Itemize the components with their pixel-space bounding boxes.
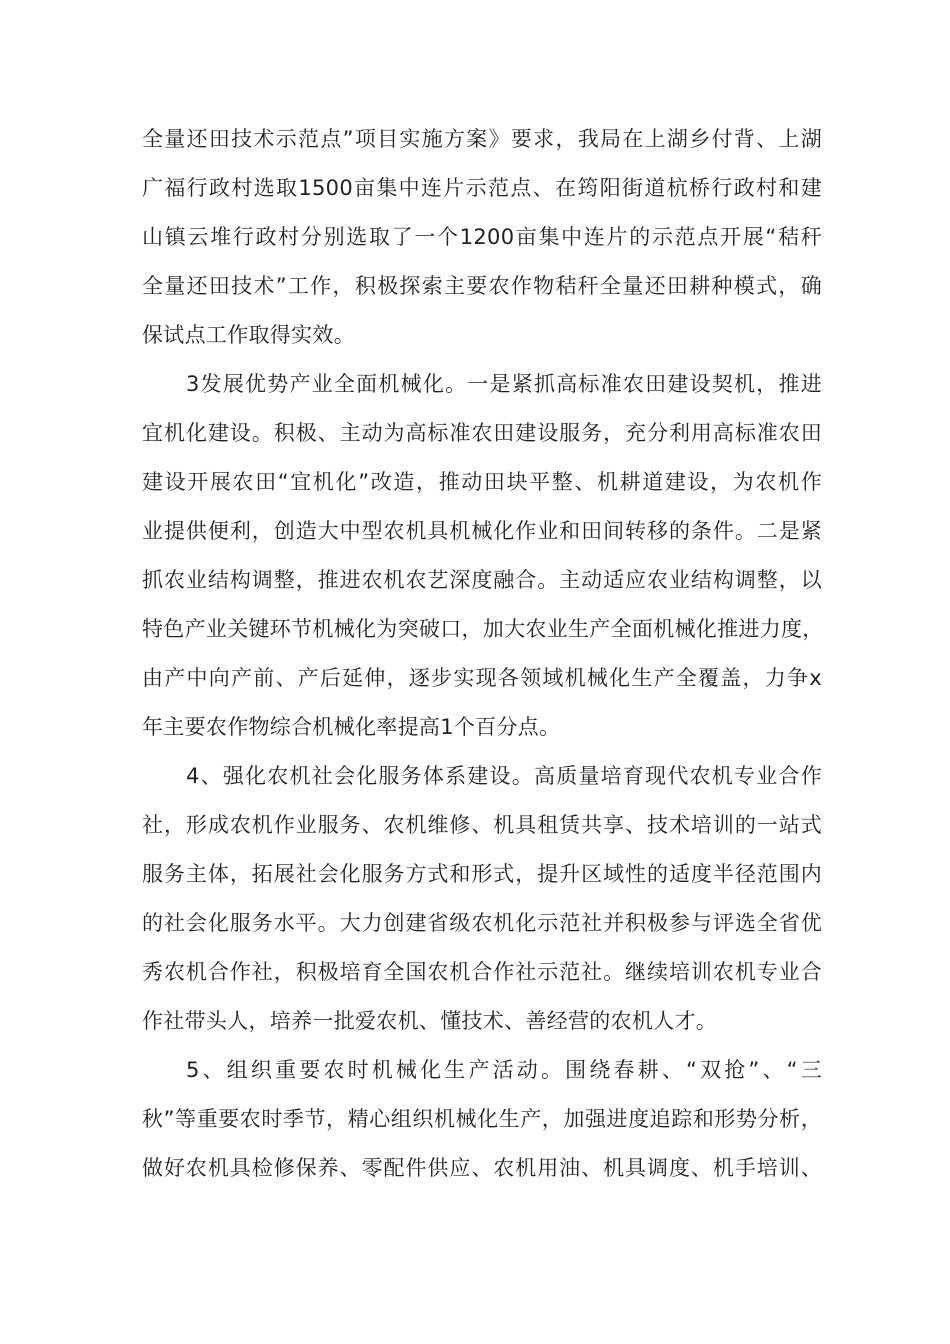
text-line: 4、强化农机社会化服务体系建设。高质量培育现代农机专业合作 bbox=[186, 764, 822, 788]
paragraph-straw-return bbox=[142, 115, 822, 360]
text-line: 山镇云堆行政村分别选取了一个1200亩集中连片的示范点开展“秸秆 bbox=[142, 225, 822, 249]
text-line: 由产中向产前、产后延伸，逐步实现各领域机械化生产全覆盖，力争x bbox=[142, 666, 822, 690]
text-line: 保试点工作取得实效。 bbox=[142, 323, 355, 347]
paragraph-3-mechanization bbox=[142, 360, 822, 752]
paragraph-4-social-service bbox=[142, 752, 822, 1046]
text-line: 特色产业关键环节机械化为突破口，加大农业生产全面机械化推进力度， bbox=[142, 617, 824, 641]
text-line: 全量还田技术”工作，积极探索主要农作物秸秆全量还田耕种模式，确 bbox=[142, 274, 822, 298]
text-line: 社，形成农机作业服务、农机维修、机具租赁共享、技术培训的一站式 bbox=[142, 813, 822, 837]
text-line: 的社会化服务水平。大力创建省级农机化示范社并积极参与评选全省优 bbox=[142, 911, 822, 935]
text-line: 全量还田技术示范点”项目实施方案》要求，我局在上湖乡付背、上湖 bbox=[142, 127, 822, 151]
document-body bbox=[142, 115, 822, 1193]
text-line: 做好农机具检修保养、零配件供应、农机用油、机具调度、机手培训、 bbox=[142, 1156, 822, 1180]
paragraph-5-seasonal-production bbox=[142, 1046, 822, 1193]
text-line: 抓农业结构调整，推进农机农艺深度融合。主动适应农业结构调整，以 bbox=[142, 568, 822, 592]
text-line: 年主要农作物综合机械化率提高1个百分点。 bbox=[142, 715, 561, 739]
text-line: 秋”等重要农时季节，精心组织机械化生产，加强进度追踪和形势分析， bbox=[142, 1107, 822, 1131]
text-line: 3发展优势产业全面机械化。一是紧抓高标准农田建设契机，推进 bbox=[186, 372, 822, 396]
text-line: 业提供便利，创造大中型农机具机械化作业和田间转移的条件。二是紧 bbox=[142, 519, 822, 543]
text-line: 5、组织重要农时机械化生产活动。围绕春耕、“双抢”、“三 bbox=[186, 1058, 822, 1082]
text-line: 作社带头人，培养一批爱农机、懂技术、善经营的农机人才。 bbox=[142, 1009, 718, 1033]
text-line: 建设开展农田“宜机化”改造，推动田块平整、机耕道建设，为农机作 bbox=[142, 470, 822, 494]
text-line: 宜机化建设。积极、主动为高标准农田建设服务，充分利用高标准农田 bbox=[142, 421, 822, 445]
text-line: 广福行政村选取1500亩集中连片示范点、在筠阳街道杭桥行政村和建 bbox=[142, 176, 822, 200]
text-line: 秀农机合作社，积极培育全国农机合作社示范社。继续培训农机专业合 bbox=[142, 960, 822, 984]
text-line: 服务主体，拓展社会化服务方式和形式，提升区域性的适度半径范围内 bbox=[142, 862, 822, 886]
